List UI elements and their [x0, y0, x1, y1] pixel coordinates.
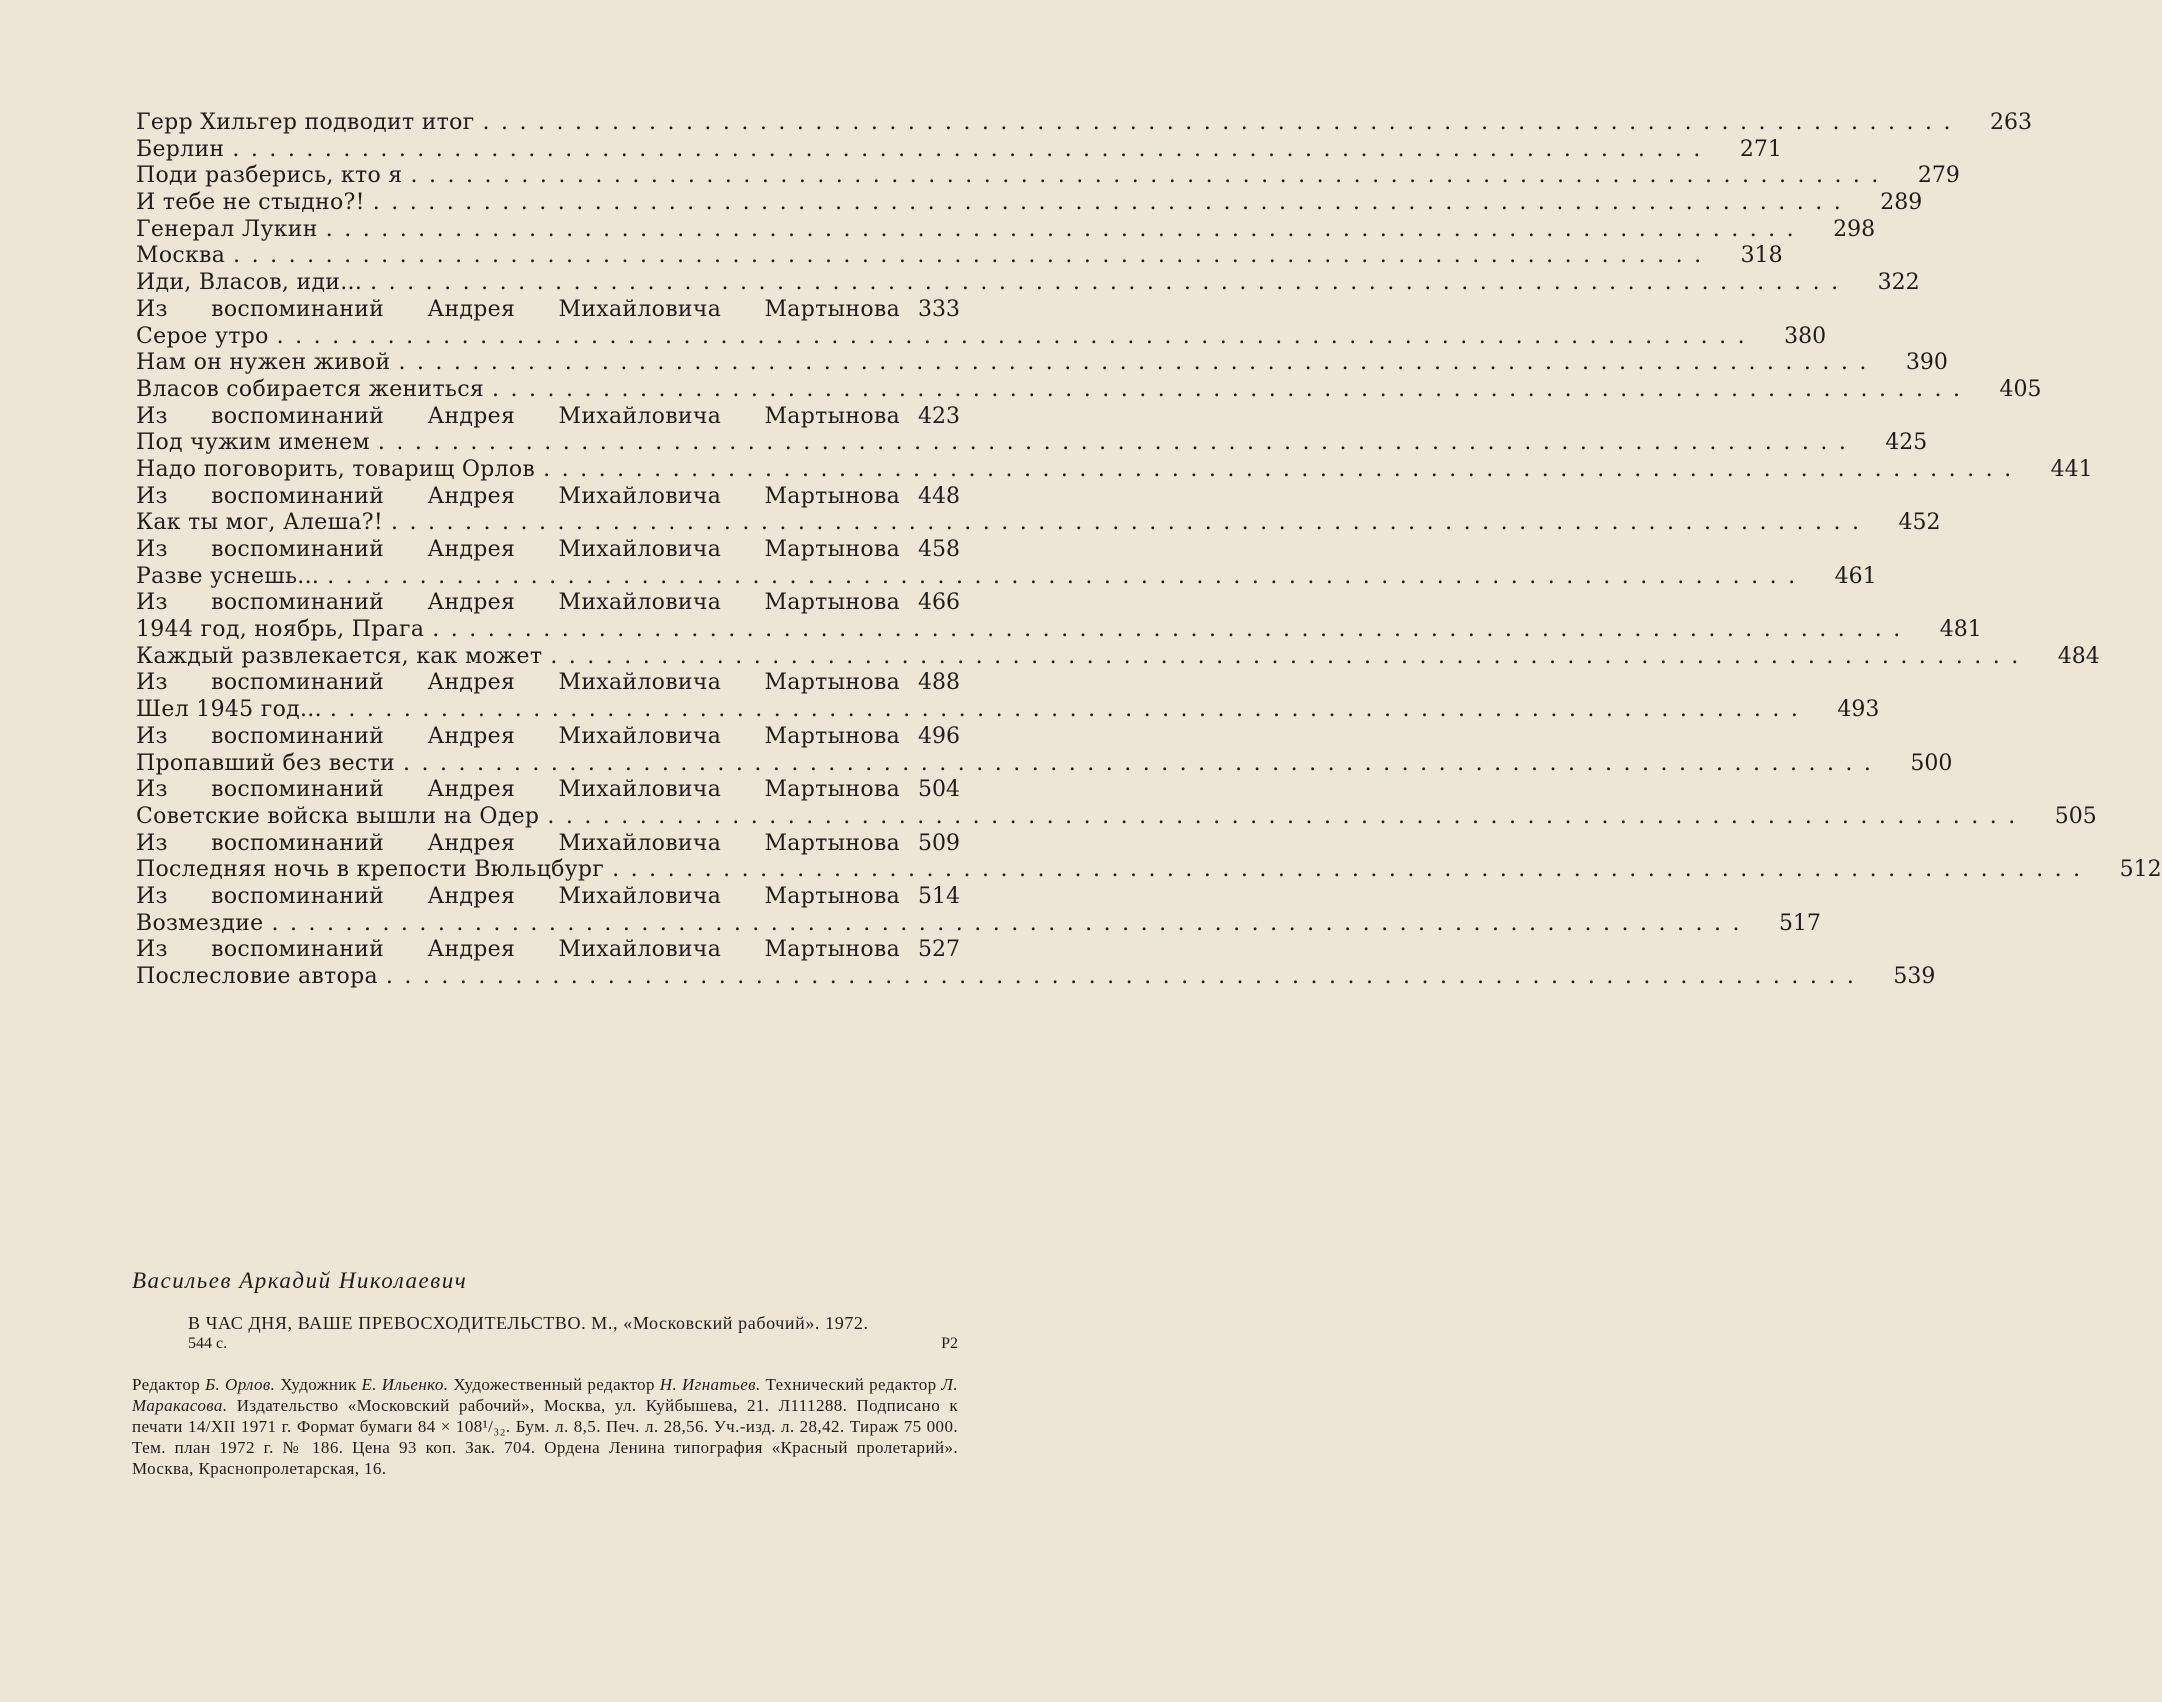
artist-label: Художник	[280, 1375, 357, 1394]
toc-entry-page: 289	[1880, 190, 1923, 216]
toc-entry-page: 527	[918, 937, 960, 963]
book-title-line: В ЧАС ДНЯ, ВАШЕ ПРЕВОСХОДИТЕЛЬСТВО. М., «Московский рабочий». 1972.	[188, 1313, 869, 1333]
toc-entry	[136, 510, 1941, 537]
toc-leader-dots: ................................................................................	[432, 617, 1912, 643]
toc-entry	[136, 750, 1953, 778]
toc-leader-dots: ................................................................................	[612, 857, 2092, 883]
toc-entry-title: Как ты мог, Алеша?!	[136, 510, 383, 536]
toc-entry	[136, 136, 1782, 164]
toc-entry-page: 458	[918, 537, 960, 562]
toc-entry-title: Из воспоминаний Андрея Михайловича Мартынова	[136, 830, 900, 856]
toc-entry-title: Каждый развлекается, как может	[136, 643, 543, 669]
toc-entry	[136, 190, 1923, 217]
toc-entry-page: 496	[918, 723, 960, 749]
table-of-contents	[136, 110, 2162, 991]
toc-entry-title: 1944 год, ноябрь, Прага	[136, 617, 425, 643]
editor-label: Редактор	[132, 1375, 201, 1394]
toc-leader-dots: ................................................................................	[327, 563, 1807, 589]
publication-details: Издательство «Московский рабочий», Москва, ул. Куйбышева, 21. Л111288. Подписано к печати 14/XII 1971 г. Формат бумаги 84 × 108¹/₃₂. Бум. л. 8,5. Печ. л. 28,56. Уч.-изд. л. 28,42. Тираж 75 000. Тем. план 1972 г. № 186. Цена 93 коп. Зак. 704. Ордена Ленина типография «Красный пролетарий». Москва, Краснопролетарская, 16.	[132, 1396, 958, 1478]
toc-entry	[136, 484, 960, 511]
toc-entry	[136, 643, 2100, 671]
page-count: 544 с.	[188, 1335, 228, 1352]
toc-entry	[136, 456, 2093, 484]
toc-leader-dots: ................................................................................	[391, 510, 1871, 536]
toc-entry-title: Поди разберись, кто я	[136, 163, 403, 189]
toc-entry-title: Из воспоминаний Андрея Михайловича Мартынова	[136, 483, 900, 509]
toc-entry	[136, 243, 1783, 270]
toc-entry-page: 505	[2054, 803, 2097, 829]
toc-entry-title: Серое утро	[136, 323, 269, 349]
toc-entry-page: 441	[2050, 456, 2093, 482]
toc-entry-title: Нам он нужен живой	[136, 350, 391, 376]
toc-entry-title: И тебе не стыдно?!	[136, 190, 365, 216]
toc-entry-page: 405	[1999, 376, 2042, 402]
toc-leader-dots: ................................................................................	[372, 190, 1853, 216]
toc-entry-page: 318	[1740, 243, 1783, 269]
toc-entry-page: 481	[1939, 617, 1982, 643]
toc-leader-dots: ................................................................................	[547, 803, 2027, 829]
toc-entry-title: Из воспоминаний Андрея Михайловича Мартынова	[136, 670, 900, 696]
toc-entry-title: Последняя ночь в крепости Вюльцбург	[136, 857, 605, 883]
toc-entry-page: 333	[918, 296, 960, 322]
toc-entry	[136, 430, 1928, 457]
toc-entry-title: Из воспоминаний Андрея Михайловича Мартынова	[136, 296, 900, 322]
toc-entry	[136, 163, 1960, 190]
toc-entry-title: Пропавший без вести	[136, 750, 395, 776]
toc-entry-title: Генерал Лукин	[136, 216, 318, 242]
toc-leader-dots: ................................................................................	[325, 216, 1806, 242]
imprint-block	[132, 1268, 958, 1479]
toc-leader-dots: ................................................................................	[232, 136, 1712, 162]
toc-entry	[136, 937, 960, 964]
editor-name: Б. Орлов.	[205, 1375, 276, 1394]
toc-entry	[136, 297, 960, 324]
toc-entry-title: Послесловие автора	[136, 964, 378, 989]
author-name: Васильев Аркадий Николаевич	[132, 1268, 468, 1293]
toc-entry-title: Иди, Власов, иди...	[136, 270, 363, 296]
toc-entry-title: Из воспоминаний Андрея Михайловича Мартынова	[136, 403, 900, 429]
toc-entry-page: 390	[1905, 350, 1948, 376]
art-editor-name: Н. Игнатьев.	[659, 1375, 761, 1394]
toc-entry-title: Из воспоминаний Андрея Михайловича Мартынова	[136, 723, 900, 749]
toc-entry-title: Берлин	[136, 136, 225, 162]
toc-entry-title: Власов собирается жениться	[136, 376, 484, 402]
toc-entry-page: 448	[918, 483, 960, 509]
toc-entry-title: Из воспоминаний Андрея Михайловича Мартынова	[136, 883, 900, 909]
toc-leader-dots: ................................................................................	[377, 430, 1858, 456]
toc-entry-page: 452	[1898, 510, 1941, 536]
toc-entry	[136, 110, 2032, 137]
toc-entry-page: 539	[1893, 964, 1936, 989]
toc-entry	[136, 617, 1982, 644]
toc-leader-dots: ................................................................................	[276, 323, 1757, 349]
toc-entry-title: Возмездие	[136, 910, 264, 936]
toc-leader-dots: ................................................................................	[385, 964, 1866, 989]
page-count-row	[132, 1334, 958, 1354]
toc-entry	[136, 270, 1920, 297]
toc-entry-title: Из воспоминаний Андрея Михайловича Мартынова	[136, 537, 900, 562]
toc-leader-dots: ................................................................................	[329, 697, 1810, 723]
toc-entry	[136, 350, 1948, 377]
toc-entry-title: Из воспоминаний Андрея Михайловича Мартынова	[136, 777, 900, 803]
toc-entry	[136, 697, 1880, 724]
toc-leader-dots: ................................................................................	[233, 243, 1713, 269]
toc-entry-title: Разве уснешь...	[136, 563, 320, 589]
toc-entry-title: Под чужим именем	[136, 430, 370, 456]
toc-entry-title: Советские войска вышли на Одер	[136, 803, 540, 829]
toc-entry-page: 512	[2119, 857, 2162, 883]
toc-entry-page: 500	[1910, 750, 1953, 776]
toc-leader-dots: ................................................................................	[370, 270, 1850, 296]
toc-entry-page: 493	[1837, 697, 1880, 723]
toc-entry	[136, 964, 1936, 991]
toc-entry-title: Шел 1945 год...	[136, 697, 322, 723]
toc-leader-dots: ................................................................................	[398, 350, 1878, 376]
toc-entry-page: 298	[1833, 216, 1876, 242]
toc-entry	[136, 910, 1821, 938]
toc-entry	[136, 884, 960, 911]
toc-entry	[136, 803, 2097, 831]
art-editor-label: Художественный редактор	[453, 1375, 655, 1394]
toc-entry	[136, 537, 960, 564]
toc-leader-dots: ................................................................................	[543, 456, 2023, 482]
toc-leader-dots: ................................................................................	[410, 163, 1890, 189]
toc-entry-title: Герр Хильгер подводит итог	[136, 110, 475, 135]
toc-entry	[136, 831, 960, 858]
toc-entry-page: 514	[918, 883, 960, 909]
toc-entry-page: 509	[918, 830, 960, 856]
toc-entry-page: 504	[918, 777, 960, 803]
toc-leader-dots: ................................................................................	[492, 376, 1972, 402]
toc-entry	[136, 563, 1877, 591]
toc-leader-dots: ................................................................................	[402, 750, 1883, 776]
toc-leader-dots: ................................................................................	[482, 110, 1962, 135]
toc-entry	[136, 670, 960, 697]
toc-entry-page: 425	[1885, 430, 1928, 456]
toc-entry-page: 263	[1989, 110, 2032, 135]
tech-editor-label: Технический редактор	[765, 1375, 937, 1394]
toc-entry-page: 461	[1834, 563, 1877, 589]
toc-entry-page: 484	[2057, 643, 2100, 669]
toc-entry	[136, 216, 1876, 244]
toc-entry-page: 271	[1739, 136, 1782, 162]
toc-entry-page: 279	[1917, 163, 1960, 189]
toc-leader-dots: ................................................................................	[271, 910, 1751, 936]
toc-entry-page: 380	[1784, 323, 1827, 349]
classification-index: Р2	[941, 1335, 958, 1352]
toc-leader-dots: ................................................................................	[550, 643, 2030, 669]
toc-entry	[136, 777, 960, 804]
toc-entry-title: Из воспоминаний Андрея Михайловича Мартынова	[136, 590, 900, 616]
credits-paragraph	[132, 1374, 958, 1479]
toc-entry-page: 488	[918, 670, 960, 696]
toc-entry	[136, 323, 1827, 351]
toc-entry-title: Надо поговорить, товарищ Орлов	[136, 456, 536, 482]
toc-entry-page: 466	[918, 590, 960, 616]
artist-name: Е. Ильенко.	[361, 1375, 449, 1394]
toc-entry	[136, 724, 960, 751]
toc-entry	[136, 376, 2042, 404]
toc-entry-page: 517	[1778, 910, 1821, 936]
toc-entry-title: Из воспоминаний Андрея Михайловича Мартынова	[136, 937, 900, 963]
tech-editor-name: Л. Маракасова.	[132, 1375, 958, 1415]
toc-entry	[136, 404, 960, 431]
toc-entry-title: Москва	[136, 243, 226, 269]
toc-entry	[136, 590, 960, 617]
toc-entry-page: 423	[918, 403, 960, 429]
toc-entry	[136, 857, 2162, 884]
toc-entry-page: 322	[1877, 270, 1920, 296]
